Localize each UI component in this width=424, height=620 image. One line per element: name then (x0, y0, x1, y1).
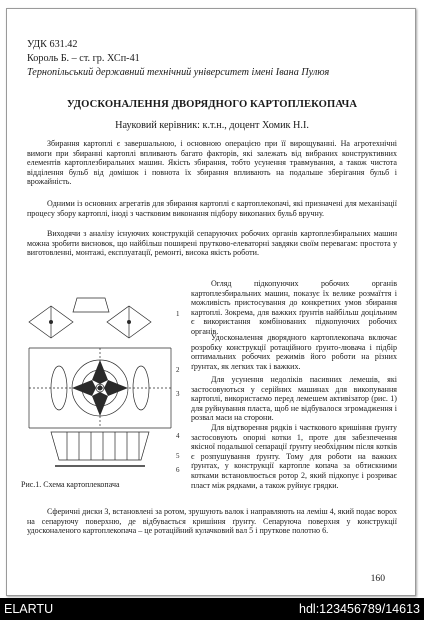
paragraph-7: Для відтворення рядків і часткового кришіння ґрунту застосовують опорні котки 1, проте для забезпечення якісної подальшої сепарації ґрунту необхідним після котків є розпушування ґрунту. Тому для роботи на важких ґрунтах, у конструкції картопле копача за обтискними котками встановлюється ротор 2, який підкопує і розриває пласт між рядками, а також руйнує грядки. (191, 423, 397, 490)
document-page (6, 8, 416, 596)
figure-label-1: 1 (176, 310, 180, 318)
figure-label-3: 3 (176, 390, 180, 398)
paragraph-1: Збирання картоплі є завершальною, і основною операцією при її вирощуванні. На агротехнічні вимоги при збиранні картоплі впливають багато факторів, які залежать від вибраних конструктивних елементів картоплезбиральних машин. Якість збирання, тобто усунення травмування, а також чистота відділення бульб від домішок і повнота їх збирання впливають на подальше зберігання бульб і врожайність. (27, 139, 397, 187)
paragraph-5: Удосконалення дворядного картоплекопача включає розробку конструкції ротаційного ґрунто-лювача і підбір оптимальних робочих режимів його роботи на різних ґрунтах, як легких так і важких. (191, 333, 397, 371)
paragraph-8: Сферичні диски 3, встановлені за ротом, зрушують валок і направляють на леміш 4, який подає ворох на сепаруючу поверхню, де відбувається кришіння ґрунту. Сепаруюча поверхня у конструкції удосконаленого картоплекопача – це ротаційний кулачковий вал 5 і пруткове полотно 6. (27, 507, 397, 536)
figure-label-2: 2 (176, 366, 180, 374)
page-number: 160 (370, 573, 385, 584)
paragraph-6: Для усунення недоліків пасивних лемешів, які застосовуються у серійних машинах для викопування картоплі, використаємо перед лемешем активізатор (рис. 1) для руйнування пласта, щоб не відбувалося згромадження і розвал маси на сторони. (191, 375, 397, 423)
repository-name: ELARTU (4, 602, 54, 616)
potato-digger-schematic (21, 292, 185, 478)
paragraph-4: Огляд підкопуючих робочих органів картоплезбиральних машин, показує їх велике розмаїття і можливість пристосування до конкретних умов збирання картоплі. Зокрема, для важких ґрунтів найбільш доцільним є використання комбінованих підкопуючих робочих органів. (191, 279, 397, 336)
handle-link[interactable]: hdl:123456789/14613 (299, 602, 420, 616)
paragraph-2: Одними із основних агрегатів для збирання картоплі є картоплекопачі, які призначені для механізації процесу збору картоплі, іноді з частковим виконання підбору викопаних бульб вручну. (27, 199, 397, 218)
supervisor-line: Науковий керівник: к.т.н., доцент Хомик Н.І. (115, 120, 309, 131)
author-line: Король Б. – ст. гр. ХСп-41 (27, 53, 140, 64)
figure-label-6: 6 (176, 466, 180, 474)
figure-caption: Рис.1. Схема картоплекопача (21, 480, 120, 489)
paragraph-3: Виходячи з аналізу існуючих конструкцій сепаруючих робочих органів картоплезбиральних машин можна зробити висновок, що найбільш поширені прутково-елеваторні завдяки своїм перевагам: простота у виготовленні, монтажі, експлуатації, ремонті, висока якість роботи. (27, 229, 397, 258)
figure-label-4: 4 (176, 432, 180, 440)
paper-title: УДОСКОНАЛЕННЯ ДВОРЯДНОГО КАРТОПЛЕКОПАЧА (66, 99, 358, 110)
institution-line: Тернопільський державний технічний університет імені Івана Пулюя (27, 67, 330, 78)
repository-status-bar (0, 598, 424, 620)
figure-label-5: 5 (176, 452, 180, 460)
udc-code: УДК 631.42 (27, 39, 78, 50)
